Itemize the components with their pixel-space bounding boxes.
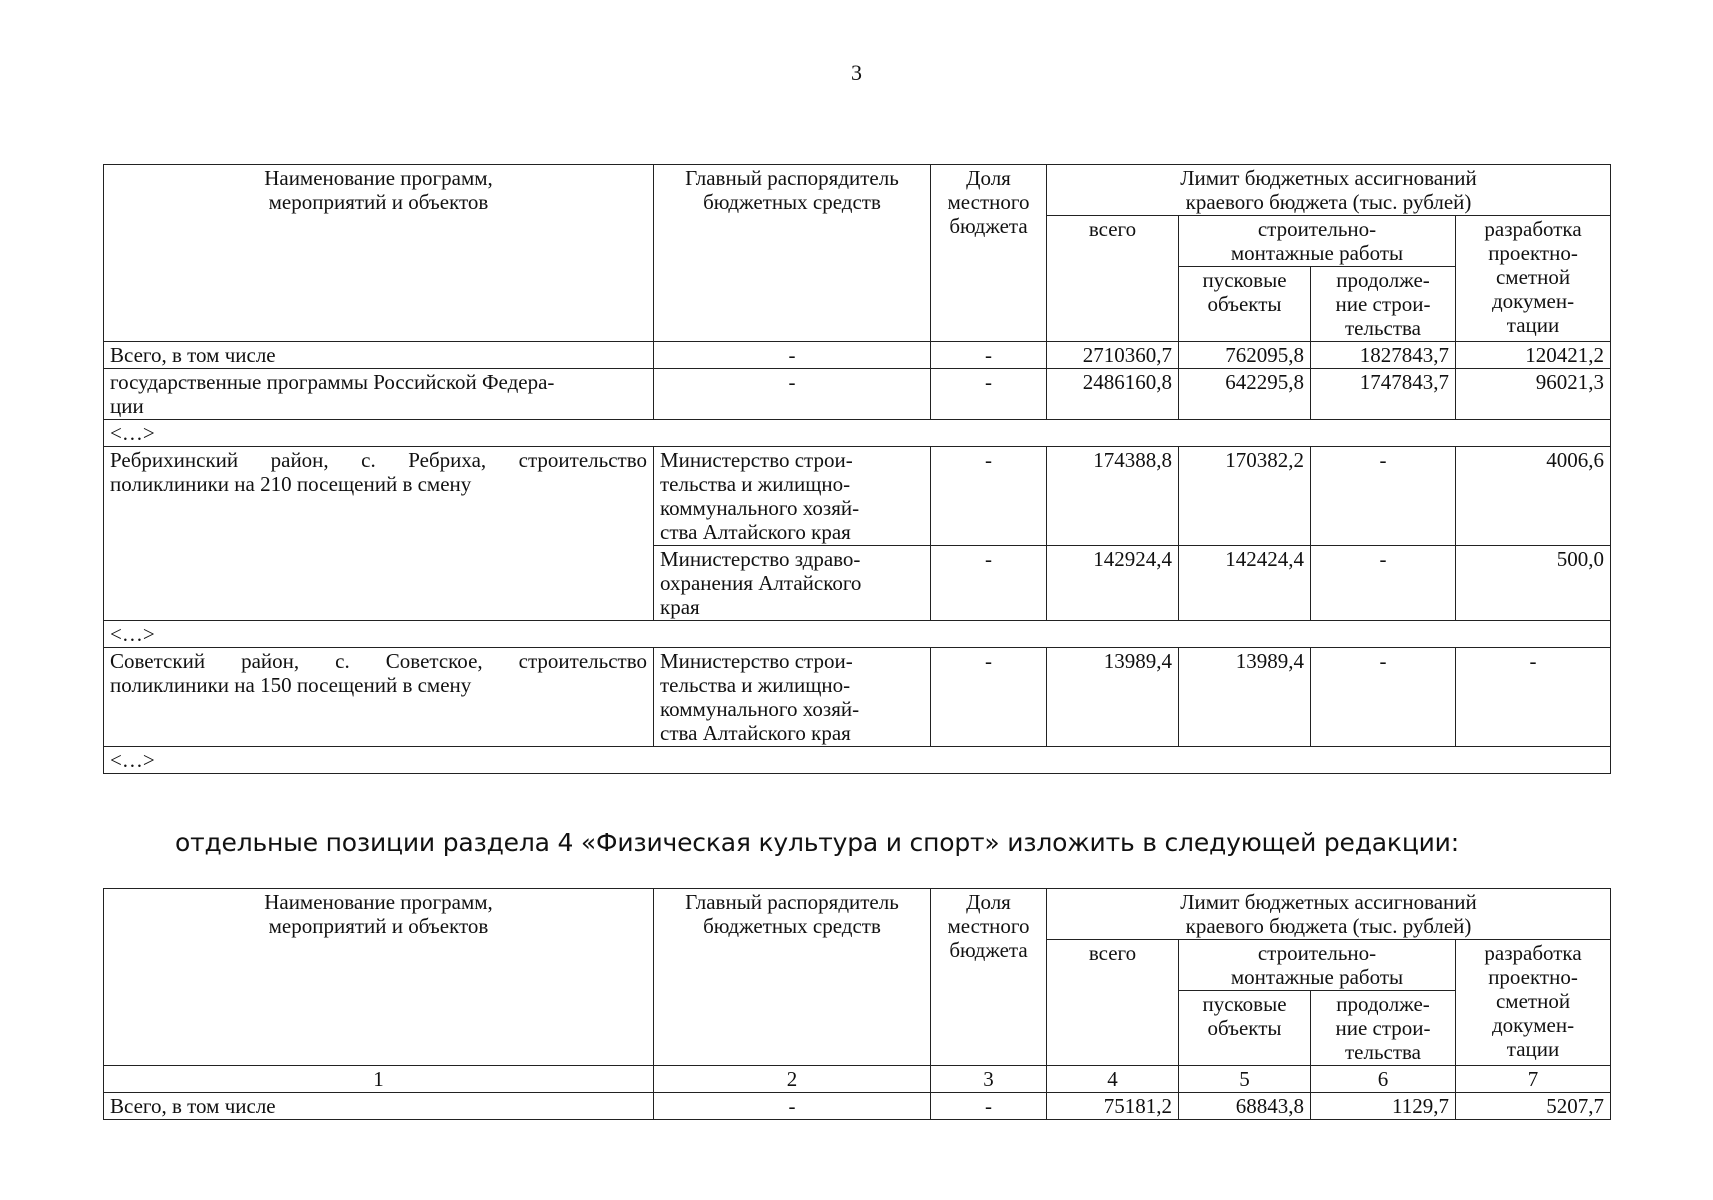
row-launch: 170382,2 <box>1179 447 1311 546</box>
column-number: 1 <box>104 1066 654 1093</box>
header-launch: пусковые объекты <box>1179 267 1311 342</box>
header-budget-limit: Лимит бюджетных ассигнований краевого бюджета (тыс. рублей) <box>1047 889 1611 940</box>
row-share: - <box>931 447 1047 546</box>
separator-row <box>104 747 1611 774</box>
table-row <box>104 342 1611 369</box>
row-total: 174388,8 <box>1047 447 1179 546</box>
row-design: 96021,3 <box>1456 369 1611 420</box>
row-share: - <box>931 546 1047 621</box>
budget-table-health <box>103 164 1611 774</box>
row-total: 2486160,8 <box>1047 369 1179 420</box>
header-manager: Главный распорядитель бюджетных средств <box>654 165 931 342</box>
header-total: всего <box>1047 940 1179 1066</box>
table-row <box>104 1093 1611 1120</box>
row-design: 120421,2 <box>1456 342 1611 369</box>
column-number: 7 <box>1456 1066 1611 1093</box>
row-name: Всего, в том числе <box>104 1093 654 1120</box>
column-number: 2 <box>654 1066 931 1093</box>
column-number: 5 <box>1179 1066 1311 1093</box>
row-total: 13989,4 <box>1047 648 1179 747</box>
table-row <box>104 369 1611 420</box>
row-share: - <box>931 342 1047 369</box>
row-manager: Министерство строи- тельства и жилищно- коммунального хозяй- ства Алтайского края <box>654 447 931 546</box>
row-design: 4006,6 <box>1456 447 1611 546</box>
row-launch: 13989,4 <box>1179 648 1311 747</box>
column-number: 4 <box>1047 1066 1179 1093</box>
row-manager: - <box>654 369 931 420</box>
separator-row <box>104 621 1611 648</box>
row-continuation: - <box>1311 546 1456 621</box>
row-manager: - <box>654 1093 931 1120</box>
header-construction: строительно- монтажные работы <box>1179 940 1456 991</box>
separator-row <box>104 420 1611 447</box>
column-number: 6 <box>1311 1066 1456 1093</box>
row-manager: - <box>654 342 931 369</box>
header-continuation: продолже- ние строи- тельства <box>1311 991 1456 1066</box>
row-name: государственные программы Российской Федера- ции <box>104 369 654 420</box>
row-launch: 642295,8 <box>1179 369 1311 420</box>
row-name: Всего, в том числе <box>104 342 654 369</box>
row-continuation: 1129,7 <box>1311 1093 1456 1120</box>
header-construction: строительно- монтажные работы <box>1179 216 1456 267</box>
header-local-share: Доля местного бюджета <box>931 889 1047 1066</box>
row-share: - <box>931 648 1047 747</box>
table-row <box>104 648 1611 747</box>
row-total: 2710360,7 <box>1047 342 1179 369</box>
header-launch: пусковые объекты <box>1179 991 1311 1066</box>
row-launch: 68843,8 <box>1179 1093 1311 1120</box>
header-name: Наименование программ, мероприятий и объектов <box>104 889 654 1066</box>
section-instruction-text: отдельные позиции раздела 4 «Физическая культура и спорт» изложить в следующей редакции: <box>175 828 1459 857</box>
row-manager: Министерство строи- тельства и жилищно- коммунального хозяй- ства Алтайского края <box>654 648 931 747</box>
row-total: 142924,4 <box>1047 546 1179 621</box>
row-share: - <box>931 1093 1047 1120</box>
row-launch: 762095,8 <box>1179 342 1311 369</box>
row-continuation: 1747843,7 <box>1311 369 1456 420</box>
header-manager: Главный распорядитель бюджетных средств <box>654 889 931 1066</box>
header-name: Наименование программ, мероприятий и объектов <box>104 165 654 342</box>
row-name: Советский район, с. Советское, строительство поликлиники на 150 посещений в смену <box>104 648 654 747</box>
table-row <box>104 447 1611 546</box>
ellipsis-separator: <…> <box>104 420 1611 447</box>
ellipsis-separator: <…> <box>104 621 1611 648</box>
row-share: - <box>931 369 1047 420</box>
row-name: Ребрихинский район, с. Ребриха, строительство поликлиники на 210 посещений в смену <box>104 447 654 621</box>
row-launch: 142424,4 <box>1179 546 1311 621</box>
header-design: разработка проектно- сметной докумен- тации <box>1456 216 1611 342</box>
column-number: 3 <box>931 1066 1047 1093</box>
row-continuation: - <box>1311 648 1456 747</box>
row-design: - <box>1456 648 1611 747</box>
header-continuation: продолже- ние строи- тельства <box>1311 267 1456 342</box>
header-design: разработка проектно- сметной докумен- тации <box>1456 940 1611 1066</box>
header-budget-limit: Лимит бюджетных ассигнований краевого бюджета (тыс. рублей) <box>1047 165 1611 216</box>
header-local-share: Доля местного бюджета <box>931 165 1047 342</box>
row-design: 500,0 <box>1456 546 1611 621</box>
row-continuation: 1827843,7 <box>1311 342 1456 369</box>
column-number-row <box>104 1066 1611 1093</box>
ellipsis-separator: <…> <box>104 747 1611 774</box>
row-continuation: - <box>1311 447 1456 546</box>
row-total: 75181,2 <box>1047 1093 1179 1120</box>
page-number: 3 <box>851 60 862 85</box>
row-design: 5207,7 <box>1456 1093 1611 1120</box>
header-total: всего <box>1047 216 1179 342</box>
row-manager: Министерство здраво- охранения Алтайского края <box>654 546 931 621</box>
budget-table-sport <box>103 888 1611 1120</box>
